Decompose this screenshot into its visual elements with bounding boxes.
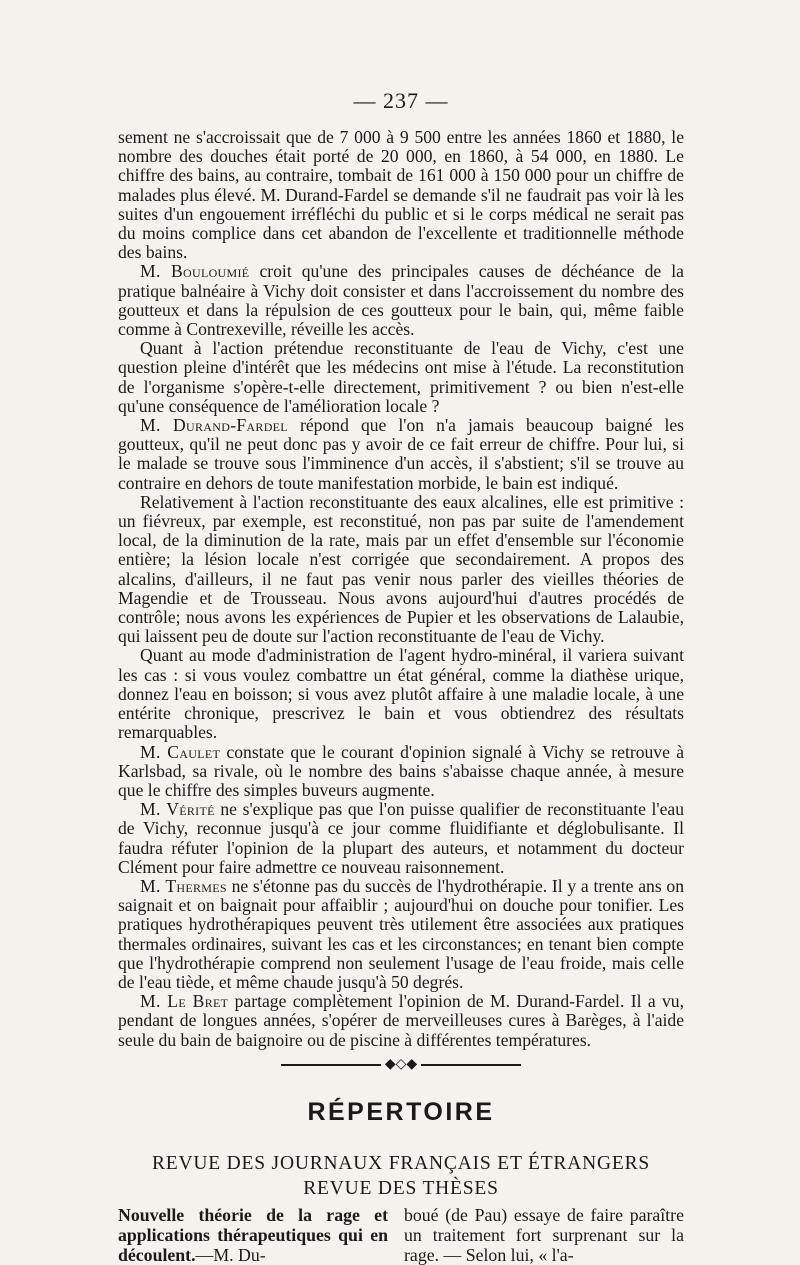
subtitle-theses: REVUE DES THÈSES [303, 1177, 499, 1199]
divider-line [281, 1064, 381, 1066]
paragraph [118, 493, 684, 647]
subtitle-journals: REVUE DES JOURNAUX FRANÇAIS ET ÉTRANGERS [151, 1152, 651, 1174]
speaker-name: M. Le Bret [140, 991, 229, 1012]
paragraph [118, 339, 684, 416]
speaker-name: M. Vérité [140, 799, 215, 820]
paragraph-text: Quant à l'action prétendue reconstituante de l'eau de Vichy, c'est une question pleine d'intérêt que les médecins ont mise à l'étude. La reconstitution de l'organisme s'opère-t-elle directement, primitivement ? ou bien n'est-elle qu'une conséquence de l'amélioration locale ? [118, 338, 684, 416]
paragraph-text: constate que le courant d'opinion signalé à Vichy se retrouve à Karlsbad, sa rivale, où le nombre des bains s'abaisse chaque année, à mesure que le chiffre des simples buveurs augmente. [118, 741, 685, 800]
page-number: — 237 — [353, 88, 449, 113]
entry-text-left [118, 1205, 388, 1265]
speaker-name: M. Thermes [140, 875, 227, 896]
paragraph-text: croit qu'une des principales causes de déchéance de la pratique balnéaire à Vichy doit consister et dans l'accroissement du nombre des goutteux et dans la répulsion de ces goutteux pour le bain, qui, même faible comme à Contrexeville, réveille les accès. [118, 261, 684, 340]
paragraph-text: ne s'étonne pas du succès de l'hydrothérapie. Il y a trente ans on saignait et on baignait pour affaiblir ; aujourd'hui on douche pour tonifier. Les pratiques hydrothérapiques peuvent très utilement être associées aux pratiques thermales ordinaires, suivant les cas et les circonstances; en tenant bien compte que l'hydrothérapie comprend non seulement l'usage de l'eau froide, mais celle de l'eau tiède, et même chaude jusqu'à 50 degrés. [118, 875, 684, 992]
ornamental-divider [118, 1056, 684, 1072]
entry-right-column [404, 1205, 684, 1265]
speaker-name: M. Caulet [140, 741, 221, 762]
entry-columns [118, 1205, 684, 1265]
entry-title: Nouvelle théorie de la rage et applications thérapeutiques qui en découlent. [118, 1204, 388, 1265]
paragraph-text: répond que l'on n'a jamais beaucoup baigné les goutteux, qu'il ne peut donc pas y avoir de ce fait erreur de chiffre. Pour lui, si le malade se trouve sous l'imminence d'un accès, il s'abstient; s'il se trouve au contraire en dehors de toute manifestation morbide, le bain est indiqué. [118, 415, 684, 493]
paragraph-text: Relativement à l'action reconstituante des eaux alcalines, elle est primitive : un fiévreux, par exemple, est reconstitué, non pas par suite de l'amendement local, de la diminution de la rate, mais par un effet d'ensemble sur l'économie entière; la lésion locale n'est corrigée que secondairement. A propos des alcalins, d'ailleurs, il ne faut pas venir nous parler des vieilles théories de Magendie et de Trousseau. Nous avons aujourd'hui d'autres procédés de contrôle; nous avons les expériences de Pupier et les observations de Lalaubie, qui laissent peu de doute sur l'action reconstituante de l'eau de Vichy. [118, 491, 684, 647]
paragraph-text: Quant au mode d'administration de l'agent hydro-minéral, il variera suivant les cas : si vous voulez combattre un état général, comme la diathèse urique, donnez l'eau en boisson; si vous avez plutôt affaire à une maladie locale, à une entérite chronique, prescrivez le bain et vous obtiendrez des résultats remarquables. [118, 645, 684, 743]
paragraph [118, 262, 684, 339]
paragraph [118, 877, 684, 992]
paragraph [118, 416, 684, 493]
article-body [118, 128, 684, 1050]
paragraph [118, 800, 684, 877]
speaker-name: M. Bouloumié [140, 261, 250, 282]
paragraph [118, 128, 684, 262]
speaker-name: M. Durand-Fardel [140, 415, 288, 436]
paragraph-text: sement ne s'accroissait que de 7 000 à 9 500 entre les années 1860 et 1880, le nombre des douches était porté de 20 000, en 1860, à 54 000, en 1880. Le chiffre des bains, au contraire, tombait de 161 000 à 150 000 pour un chiffre de malades plus élevé. M. Durand-Fardel se demande s'il ne faudrait pas voir là les suites d'un engouement irréfléchi du public et si le corps médical ne serait pas du moins complice dans cet abandon de l'excellente et traditionnelle méthode des bains. [118, 127, 684, 263]
divider-line [421, 1064, 521, 1066]
paragraph-text: ne s'explique pas que l'on puisse qualifier de reconstituante l'eau de Vichy, reconnue jusqu'à ce jour comme fluidifiante et déglobulisante. Il faudra réfuter l'opinion de la plupart des auteurs, et notamment du docteur Clément pour faire admettre ce nouveau raisonnement. [118, 799, 684, 877]
entry-author-start: —M. Du- [195, 1244, 266, 1265]
paragraph [118, 646, 684, 742]
paragraph-text: partage complètement l'opinion de M. Durand-Fardel. Il a vu, pendant de longues années, s'opérer de merveilleuses cures à Barèges, à l'aide seule du bain de baignoire ou de piscine à différentes températures. [118, 991, 684, 1050]
divider-ornament-icon: ◆◇◆ [384, 1056, 418, 1072]
entry-text-right: boué (de Pau) essaye de faire paraître un traitement fort surprenant sur la rage. — Selon lui, « l'a- [404, 1204, 684, 1265]
entry-left-column [118, 1205, 388, 1265]
paragraph [118, 743, 684, 801]
section-title: RÉPERTOIRE [307, 1097, 495, 1126]
paragraph [118, 992, 684, 1050]
